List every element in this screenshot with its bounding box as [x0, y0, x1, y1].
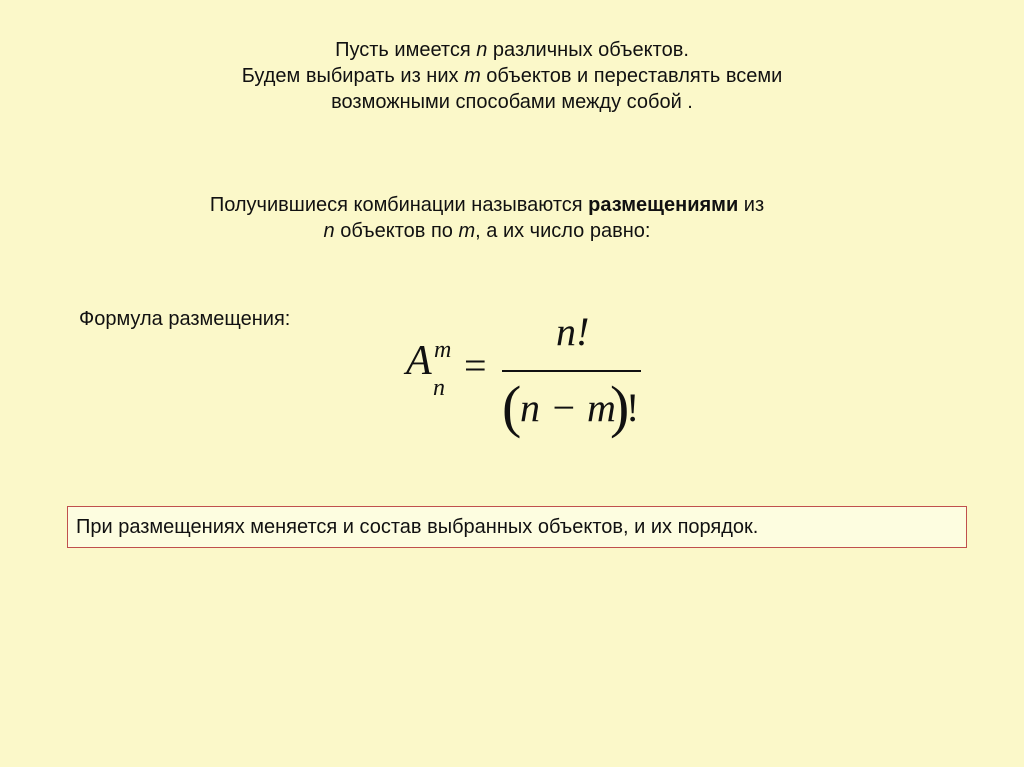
left-paren: (	[502, 374, 522, 439]
var-m: m	[458, 220, 476, 242]
formula-symbol: A	[406, 338, 432, 384]
formula-label: Формула размещения:	[79, 308, 291, 330]
formula-equals: =	[464, 343, 487, 388]
intro-line-1-part-b: различных объектов.	[487, 39, 689, 61]
definition-line-1-part-a: Получившиеся комбинации называются	[209, 194, 589, 216]
denominator-expression: n − m	[520, 385, 616, 430]
formula-numerator: n!	[556, 309, 590, 354]
definition-paragraph	[0, 192, 999, 244]
intro-line-1-part-a: Пусть имеется	[335, 39, 477, 61]
var-n: n	[323, 220, 335, 242]
note-text: При размещениях меняется и состав выбранных объектов, и их порядок.	[76, 516, 759, 538]
term-arrangements: размещениями	[588, 194, 739, 216]
formula-denominator	[502, 376, 648, 446]
formula-superscript: m	[434, 337, 452, 363]
var-n: n	[476, 39, 488, 61]
intro-line-1	[0, 37, 1024, 63]
definition-line-1	[0, 192, 999, 218]
definition-line-2-part-a: объектов по	[334, 220, 459, 242]
right-paren: )	[610, 374, 630, 439]
formula-subscript: n	[433, 375, 445, 401]
definition-line-2	[0, 218, 999, 244]
var-m: m	[464, 65, 481, 87]
factorial-sign: !	[626, 385, 640, 430]
note-box	[67, 506, 967, 548]
intro-line-2-part-a: Будем выбирать из них	[241, 65, 465, 87]
fraction-bar	[502, 370, 641, 372]
definition-line-2-part-b: , а их число равно:	[475, 220, 651, 242]
intro-line-2-part-b: объектов и переставлять всеми	[480, 65, 783, 87]
intro-line-3: возможными способами между собой .	[331, 91, 693, 113]
intro-paragraph	[0, 37, 1024, 115]
intro-line-2	[0, 63, 1024, 89]
arrangement-formula	[396, 300, 656, 450]
definition-line-1-part-b: из	[738, 194, 765, 216]
